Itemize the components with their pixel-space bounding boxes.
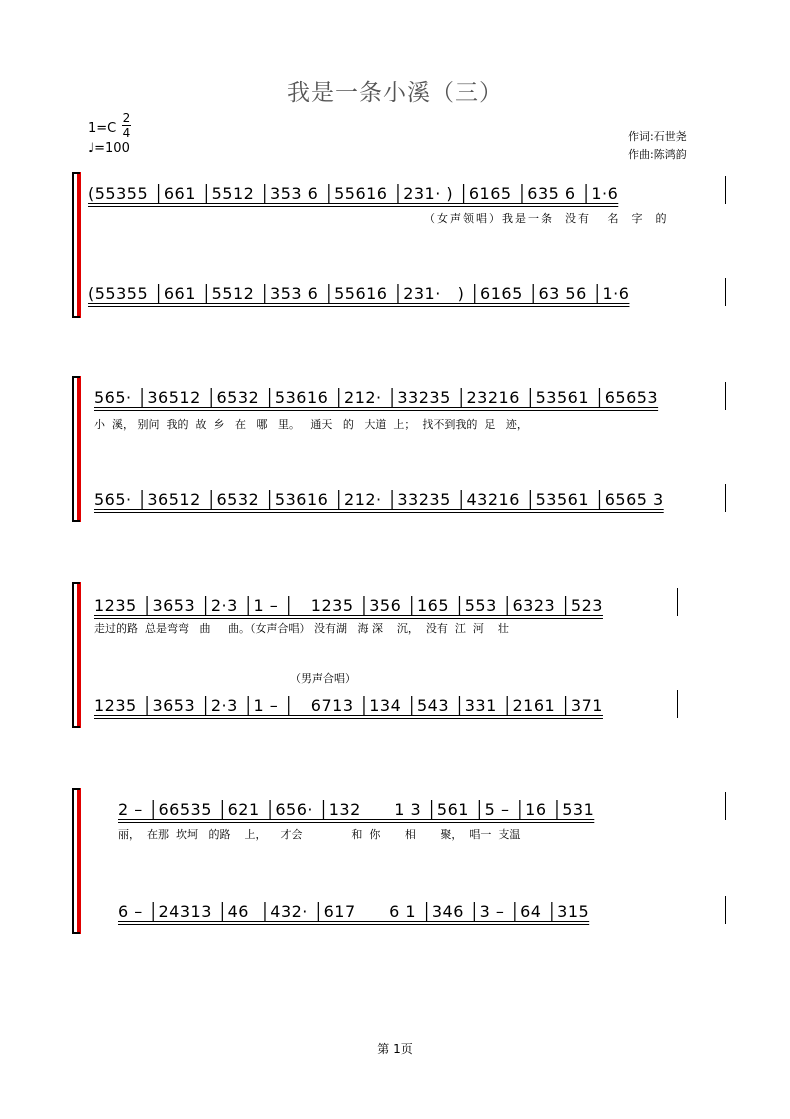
system-bracket-red — [77, 582, 81, 728]
system-bracket — [72, 172, 74, 318]
score-system-2 — [72, 376, 732, 522]
upper-voice-notes: 565· │36512 │6532 │53616 │212· │33235 │23216 │53561 │65653 — [94, 388, 659, 407]
upper-voice-staff — [84, 800, 734, 841]
upper-voice-lyrics: （女声领唱）我是一条 没有 名 字 的 — [424, 212, 669, 225]
lower-voice-notes: 565· │36512 │6532 │53616 │212· │33235 │43216 │53561 │6565 3 — [94, 490, 664, 509]
bracket-cap-top — [72, 172, 80, 174]
upper-voice-lyrics: 丽， 在那 坎坷 的路 上， 才会 和 你 相 聚， 唱一 支温 — [118, 828, 521, 841]
time-signature-top: 2 — [122, 111, 131, 125]
lower-voice-notes: (55355 │661 │5512 │353 6 │55616 │231· ) │6165 │63 56 │1·6 — [88, 284, 630, 303]
bracket-cap-top — [72, 376, 80, 378]
score-system-3 — [72, 582, 732, 728]
system-bracket-red — [77, 172, 81, 318]
score-system-1 — [72, 172, 732, 318]
end-barline — [677, 588, 678, 616]
key-signature: 1=C — [88, 121, 117, 136]
bracket-cap-bottom — [72, 316, 80, 318]
system-bracket — [72, 788, 74, 934]
upper-voice-lyrics: 走过的路 总是弯弯 曲 曲。（女声合唱） 没有湖 海 深 沉， 没有 江 河 壮 — [94, 622, 509, 635]
lower-voice-notes: 1235 │3653 │2·3 │1 – │ 6713 │134 │543 │331 │2161 │371 — [94, 696, 603, 715]
upper-voice-staff — [84, 596, 734, 635]
lower-voice-staff — [84, 696, 734, 728]
system-bracket-red — [77, 376, 81, 522]
lower-voice-staff — [84, 284, 734, 316]
bracket-cap-top — [72, 582, 80, 584]
end-barline — [725, 484, 726, 512]
system-bracket — [72, 582, 74, 728]
upper-voice-staff — [84, 184, 734, 225]
lower-voice-staff — [84, 490, 734, 522]
bracket-cap-bottom — [72, 932, 80, 934]
lower-voice-staff — [84, 902, 734, 934]
end-barline — [677, 690, 678, 718]
upper-voice-notes: 2 – │66535 │621 │656· │132 1 3 │561 │5 – │16 │531 — [118, 800, 595, 819]
bracket-cap-top — [72, 788, 80, 790]
song-title: 我是一条小溪（三） — [287, 80, 503, 106]
system-bracket-red — [77, 788, 81, 934]
lower-voice-notes: 6 – │24313 │46 │432· │617 6 1 │346 │3 – │64 │315 — [118, 902, 590, 921]
upper-voice-staff — [84, 388, 734, 431]
upper-voice-notes: (55355 │661 │5512 │353 6 │55616 │231· ) │6165 │635 6 │1·6 — [88, 184, 619, 203]
male-chorus-label: （男声合唱） — [290, 672, 356, 685]
system-bracket — [72, 376, 74, 522]
end-barline — [725, 176, 726, 204]
end-barline — [725, 792, 726, 820]
time-signature — [122, 112, 131, 139]
end-barline — [725, 382, 726, 410]
bracket-cap-bottom — [72, 520, 80, 522]
bracket-cap-bottom — [72, 726, 80, 728]
upper-voice-notes: 1235 │3653 │2·3 │1 – │ 1235 │356 │165 │553 │6323 │523 — [94, 596, 603, 615]
lyricist-credit: 作词:石世尧 — [628, 130, 687, 143]
tempo-marking: ♩=100 — [88, 141, 130, 156]
time-signature-bottom: 4 — [122, 126, 131, 140]
composer-credit: 作曲:陈鸿韵 — [628, 148, 687, 161]
end-barline — [725, 896, 726, 924]
score-system-4 — [72, 788, 732, 934]
end-barline — [725, 278, 726, 306]
page-number: 第 1页 — [377, 1042, 413, 1056]
upper-voice-lyrics: 小 溪， 别问 我的 故 乡 在 哪 里。 通天 的 大道 上； 找不到我的 足 迹， — [94, 418, 528, 431]
